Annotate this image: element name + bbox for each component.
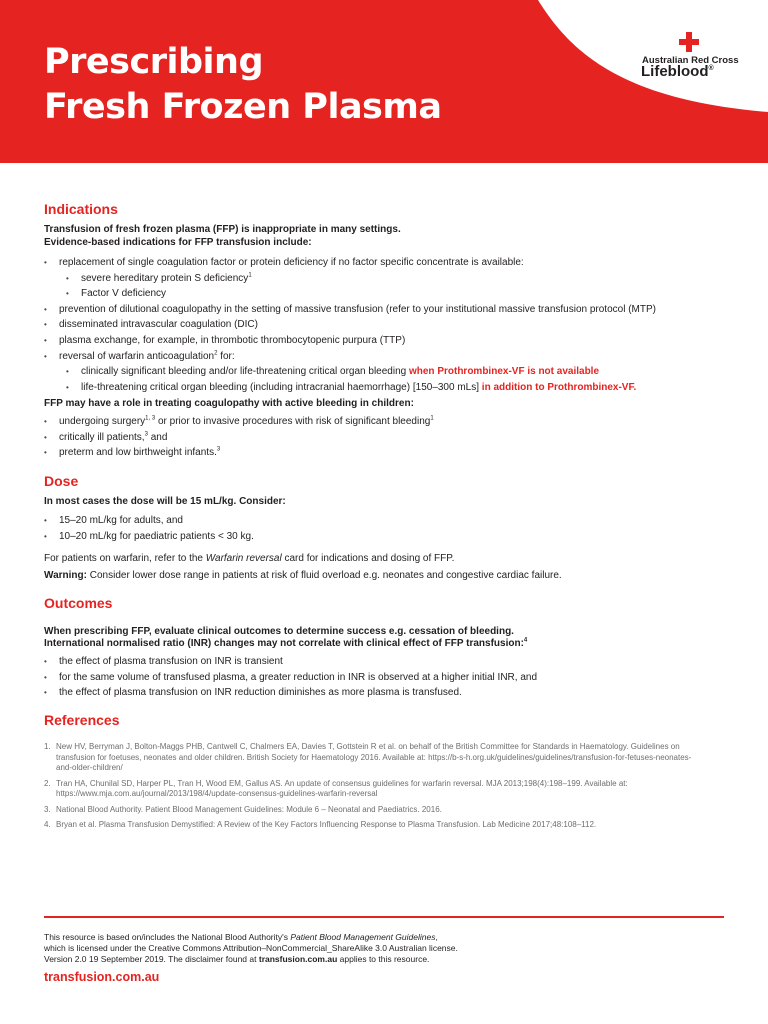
list-item: • prevention of dilutional coagulopathy in the setting of massive transfusion (refer to your institutional massive transfusion protocol (MTP) [44, 302, 656, 318]
logo-brand-name: Lifeblood® [641, 63, 714, 80]
dose-warning: Warning: Consider lower dose range in patients at risk of fluid overload e.g. neonates and congestive cardiac failure. [44, 570, 562, 581]
footer-license-text: This resource is based on/includes the National Blood Authority's Patient Blood Management Guidelines, which is licensed under the Creative Commons Attribution–NonCommercial_ShareAlike 3.0 Australian license. Version 2.0 19 September 2019. The disclaimer found at transfusion.com.au applies to this resource. [44, 932, 458, 964]
list-item: • Factor V deficiency [44, 286, 656, 302]
reference-item: 3. National Blood Authority. Patient Blood Management Guidelines: Module 6 – Neonatal and Paediatrics. 2016. [44, 804, 442, 814]
indications-list [44, 255, 656, 395]
list-item: • the effect of plasma transfusion on INR reduction diminishes as more plasma is transfused. [44, 685, 537, 701]
list-item: • disseminated intravascular coagulation (DIC) [44, 317, 656, 333]
outcomes-list [44, 654, 537, 701]
indications-intro-1: Transfusion of fresh frozen plasma (FFP) is inappropriate in many settings. [44, 224, 401, 235]
list-item: • 10–20 mL/kg for paediatric patients < 30 kg. [44, 529, 254, 545]
list-item: • life-threatening critical organ bleeding (including intracranial haemorrhage) [150–300 mLs] in addition to Prothrombinex-VF. [44, 380, 656, 396]
reference-item: 2. Tran HA, Chunilal SD, Harper PL, Tran H, Wood EM, Gallus AS. An update of consensus guidelines for warfarin reversal. MJA 2013;198(4):198–199. Available at: https://www.mja.com.au/journal/2013/198/4/update-consensus-guidelines-warfarin-reversal [44, 778, 628, 798]
list-item: • preterm and low birthweight infants.$^3$ [44, 445, 434, 461]
outcomes-heading: Outcomes [44, 595, 113, 611]
list-item: • reversal of warfarin anticoagulation$^2$ for: [44, 349, 656, 365]
outcomes-intro-2: International normalised ratio (INR) changes may not correlate with clinical effect of FFP transfusion:$^4$ [44, 637, 528, 649]
logo-org-name: Australian Red Cross [642, 55, 739, 66]
references-list [44, 742, 704, 836]
website-link[interactable]: transfusion.com.au [44, 970, 160, 984]
list-item: • 15–20 mL/kg for adults, and [44, 513, 254, 529]
children-list [44, 414, 434, 461]
footer-divider [44, 916, 724, 918]
list-item: • severe hereditary protein S deficiency$^1$ [44, 271, 656, 287]
dose-intro: In most cases the dose will be 15 mL/kg. Consider: [44, 496, 286, 507]
list-item: • plasma exchange, for example, in thrombotic thrombocytopenic purpura (TTP) [44, 333, 656, 349]
outcomes-intro-1: When prescribing FFP, evaluate clinical outcomes to determine success e.g. cessation of bleeding. [44, 626, 514, 637]
list-item: • for the same volume of transfused plasma, a greater reduction in INR is observed at a higher initial INR, and [44, 670, 537, 686]
dose-heading: Dose [44, 473, 79, 489]
red-cross-icon [679, 32, 699, 52]
references-heading: References [44, 712, 120, 728]
dose-list [44, 513, 254, 544]
title-line-1: Prescribing [44, 42, 264, 82]
page-title [44, 40, 441, 130]
children-heading: FFP may have a role in treating coagulopathy with active bleeding in children: [44, 398, 414, 409]
list-item: • replacement of single coagulation factor or protein deficiency if no factor specific concentrate is available: [44, 255, 656, 271]
dose-warfarin-note: For patients on warfarin, refer to the Warfarin reversal card for indications and dosing of FFP. [44, 553, 455, 564]
list-item: • clinically significant bleeding and/or life-threatening critical organ bleeding when Prothrombinex-VF is not available [44, 364, 656, 380]
list-item: • the effect of plasma transfusion on INR is transient [44, 654, 537, 670]
list-item: • critically ill patients,$^3$ and [44, 430, 434, 446]
reference-item: 1. New HV, Berryman J, Bolton-Maggs PHB, Cantwell C, Chalmers EA, Davies T, Gottstein R et al. on behalf of the British Committee for Standards in Haematology. Guidelines on transfusion for foetuses, neonates and older children. British Society for Haematology 2016. Available at: https://b-s-h.org.uk/guidelines/guidelines/transfusion-for-fetuses-neonates-and-older-children/ [44, 742, 692, 772]
list-item: • undergoing surgery$^{1, 3}$ or prior to invasive procedures with risk of significant bleeding$^1$ [44, 414, 434, 430]
title-line-2: Fresh Frozen Plasma [44, 87, 442, 127]
reference-item: 4. Bryan et al. Plasma Transfusion Demystified: A Review of the Key Factors Influencing Response to Plasma Transfusion. Lab Medicine 2017;48:108–112. [44, 820, 597, 829]
indications-heading: Indications [44, 201, 118, 217]
indications-intro-2: Evidence-based indications for FFP transfusion include: [44, 237, 312, 248]
